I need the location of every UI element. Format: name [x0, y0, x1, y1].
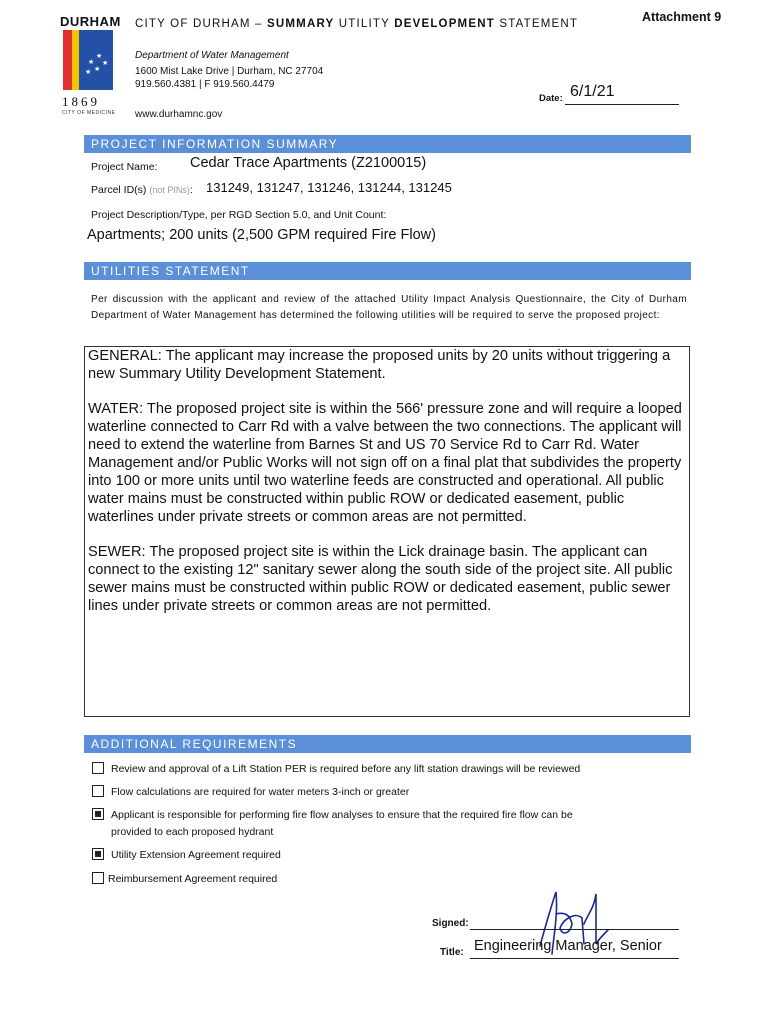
signed-label: Signed:	[432, 918, 469, 929]
title-field[interactable]: Engineering Manager, Senior	[474, 938, 662, 954]
date-underline	[565, 104, 679, 105]
lift-station-checkbox[interactable]	[92, 762, 104, 774]
project-info-header: PROJECT INFORMATION SUMMARY	[84, 135, 691, 153]
attachment-label: Attachment 9	[642, 10, 722, 24]
title-label: Title:	[440, 947, 464, 958]
fire-flow-label-line2: provided to each proposed hydrant	[111, 826, 274, 838]
date-label: Date:	[539, 93, 563, 104]
parcel-id-field[interactable]: 131249, 131247, 131246, 131244, 131245	[206, 180, 452, 195]
sewer-statement: SEWER: The proposed project site is within the Lick drainage basin. The applicant can connect to the existing 12" sanitary sewer along the south side of the project site. All public sewer mains must be constructed within public ROW or dedicated easement, public sewer lines under private streets or common areas are not permitted.	[88, 544, 673, 614]
svg-text:★: ★	[96, 52, 103, 60]
additional-requirements-header: ADDITIONAL REQUIREMENTS	[84, 735, 691, 753]
utilities-statement-header: UTILITIES STATEMENT	[84, 262, 691, 280]
utilities-text-content	[88, 347, 686, 632]
project-description-label: Project Description/Type, per RGD Section 5.0, and Unit Count:	[91, 209, 387, 221]
svg-text:★: ★	[102, 59, 109, 67]
svg-text:★: ★	[85, 68, 92, 76]
department-name: Department of Water Management	[135, 50, 289, 61]
durham-logo-year: 1869	[62, 94, 100, 109]
reimbursement-label: Reimbursement Agreement required	[108, 873, 278, 885]
durham-logo-word: DURHAM	[60, 14, 121, 29]
fire-flow-checkbox[interactable]	[92, 808, 104, 820]
flow-calculations-label: Flow calculations are required for water meters 3-inch or greater	[111, 786, 410, 798]
department-website[interactable]: www.durhamnc.gov	[135, 109, 223, 120]
water-statement: WATER: The proposed project site is within the 566' pressure zone and will require a looped waterline connected to Carr Rd with a valve between the two connections. The applicant will need to extend the waterline from Barnes St and US 70 Service Rd to Carr Rd. Water Management and/or Public Works will not sign off on a final plat that subdivides the property into 100 or more units until two waterline feeds are constructed and operational. All public water mains must be constructed within public ROW or dedicated easement, public waterlines under private streets or common areas are not permitted.	[88, 401, 682, 525]
general-statement: GENERAL: The applicant may increase the proposed units by 20 units without triggering a new Summary Utility Development Statement.	[88, 348, 671, 382]
utility-extension-checkbox[interactable]	[92, 848, 104, 860]
parcel-id-label: Parcel ID(s) (not PINs):	[91, 184, 193, 196]
department-phone: 919.560.4381 | F 919.560.4479	[135, 79, 275, 90]
title-underline	[470, 958, 679, 959]
svg-text:★: ★	[94, 65, 101, 73]
utility-extension-label: Utility Extension Agreement required	[111, 849, 281, 861]
stars-icon	[79, 30, 113, 90]
durham-logo-tagline: CITY OF MEDICINE	[62, 110, 116, 116]
reimbursement-checkbox[interactable]	[92, 872, 104, 884]
date-field[interactable]: 6/1/21	[570, 83, 615, 100]
project-name-label: Project Name:	[91, 161, 158, 173]
utilities-intro: Per discussion with the applicant and review of the attached Utility Impact Analysis Questionnaire, the City of Durham Department of Water Management has determined the following utilities will be required to serve the proposed project:	[91, 294, 687, 321]
department-address: 1600 Mist Lake Drive | Durham, NC 27704	[135, 66, 324, 77]
flow-calculations-checkbox[interactable]	[92, 785, 104, 797]
project-name-field[interactable]: Cedar Trace Apartments (Z2100015)	[190, 155, 427, 171]
fire-flow-label: Applicant is responsible for performing fire flow analyses to ensure that the required fire flow can be	[111, 809, 573, 821]
lift-station-label: Review and approval of a Lift Station PER is required before any lift station drawings will be reviewed	[111, 763, 581, 775]
svg-text:★: ★	[88, 58, 95, 66]
document-title: CITY OF DURHAM – SUMMARY UTILITY DEVELOPMENT STATEMENT	[135, 18, 579, 30]
durham-logo-flag	[63, 30, 113, 90]
project-description-field[interactable]: Apartments; 200 units (2,500 GPM required Fire Flow)	[87, 227, 436, 243]
